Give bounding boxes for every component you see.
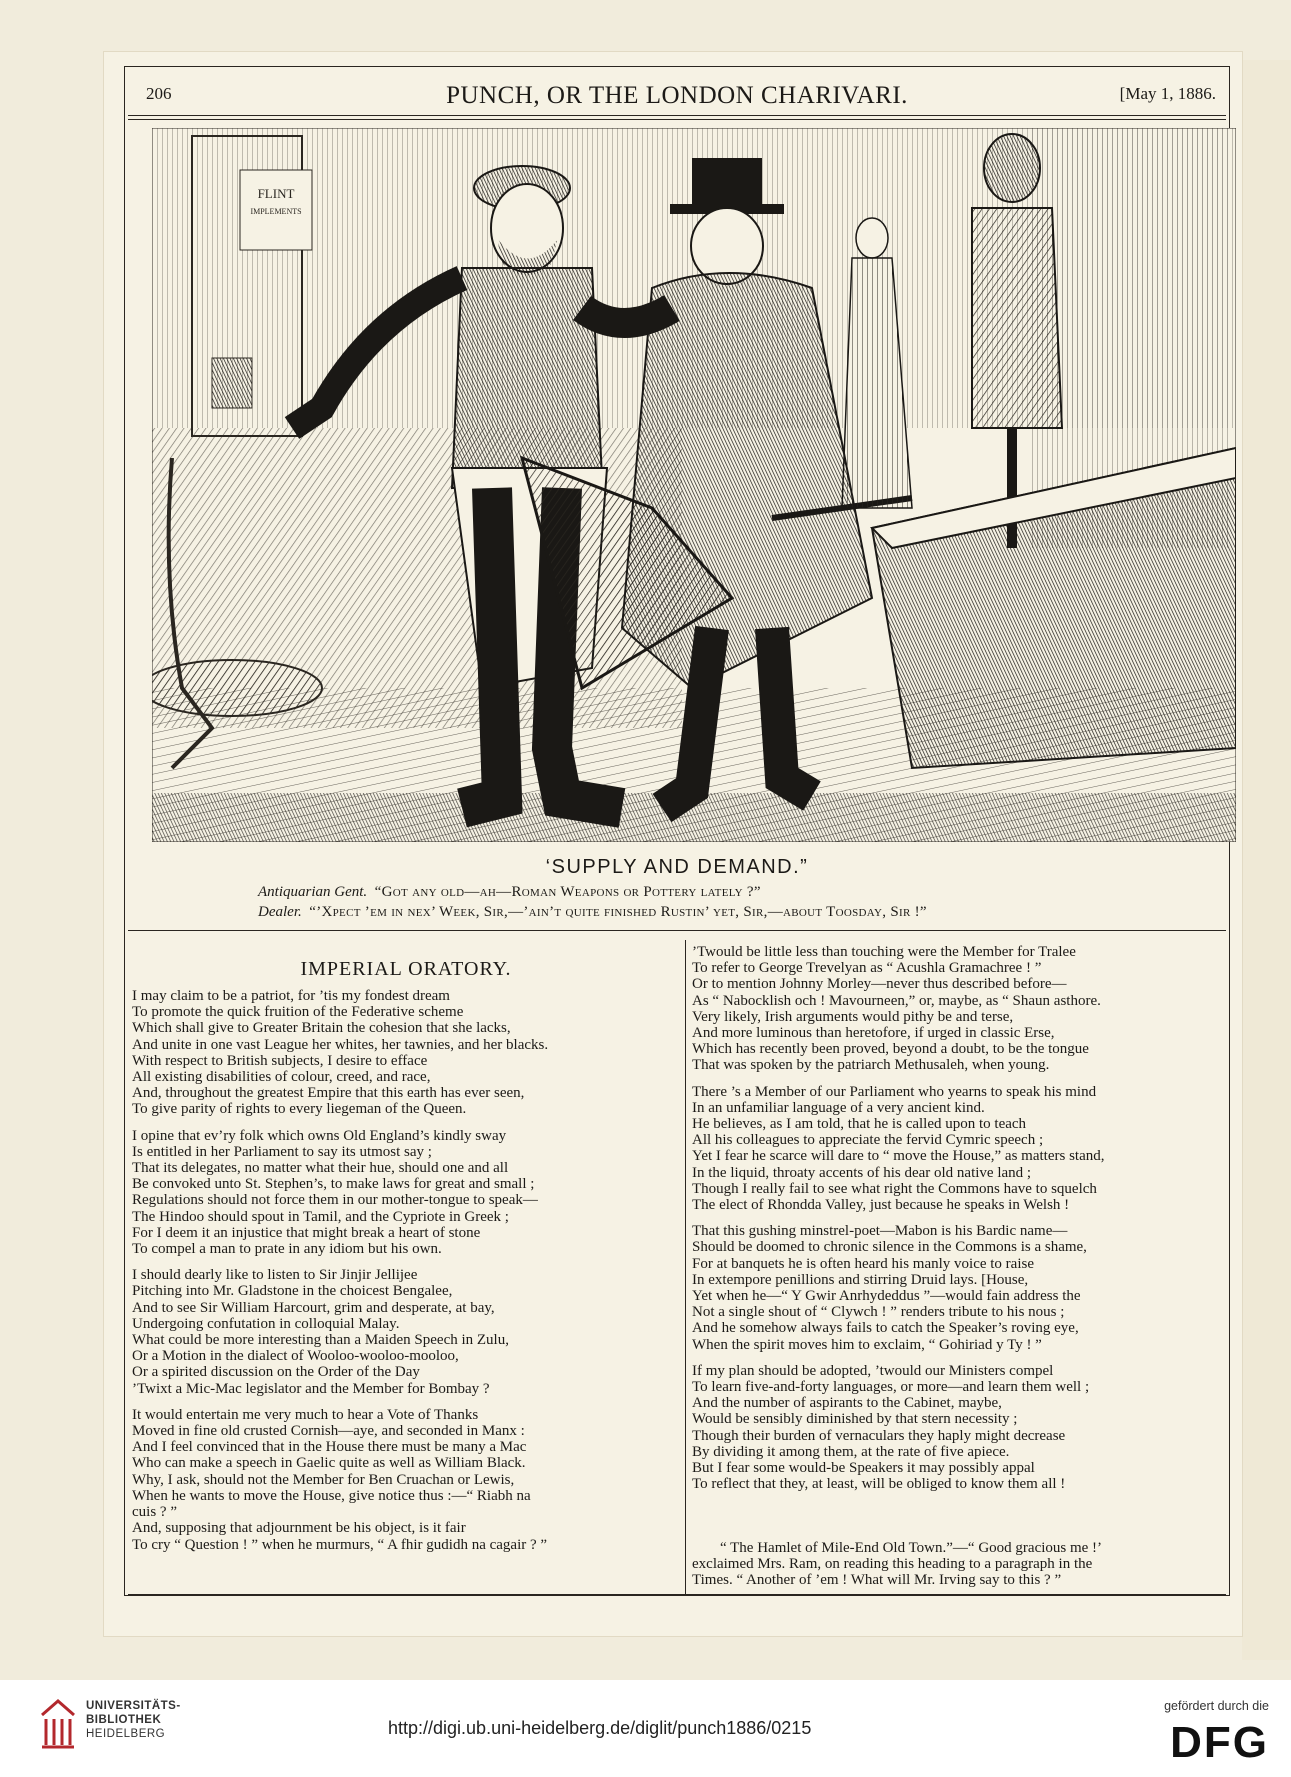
poem-stanza	[692, 1084, 1105, 1214]
note-line: “ The Hamlet of Mile-End Old Town.”—“ Good gracious me !’	[720, 1540, 1103, 1556]
dfg-logo: DFG	[1170, 1718, 1269, 1767]
library-line-1: UNIVERSITÄTS-	[86, 1700, 181, 1712]
poem-line: Very likely, Irish arguments would pithy be and terse,	[692, 1008, 1014, 1025]
poem-line: Be convoked unto St. Stephen’s, to make laws for great and small ;	[132, 1176, 535, 1193]
poem-line: He believes, as I am told, that he is called upon to teach	[692, 1116, 1027, 1133]
poem-line: And unite in one vast League her whites, her tawnies, and her blacks.	[132, 1036, 549, 1053]
poem-line: Would be sensibly diminished by that stern necessity ;	[692, 1411, 1018, 1428]
funding-caption: gefördert durch die	[1164, 1699, 1269, 1713]
poem-line: For at banquets he is often heard his manly voice to raise	[692, 1255, 1034, 1272]
poem-stanza	[692, 1223, 1105, 1353]
permalink-url[interactable]: http://digi.ub.uni-heidelberg.de/diglit/punch1886/0215	[388, 1718, 812, 1738]
poem-line: By dividing it among them, at the rate of five apiece.	[692, 1443, 1010, 1460]
university-library-logo-icon	[38, 1697, 78, 1749]
poem-line: In the liquid, throaty accents of his dear old native land ;	[692, 1164, 1032, 1181]
poem-line: ’Twould be little less than touching were the Member for Tralee	[692, 944, 1076, 960]
poem-line: Which has recently been proved, beyond a doubt, to be the tongue	[692, 1041, 1089, 1058]
poem-line: And, throughout the greatest Empire that this earth has ever seen,	[132, 1085, 525, 1102]
poem-title: IMPERIAL ORATORY.	[300, 958, 512, 980]
poem-stanza	[132, 988, 548, 1118]
poem-line: What could be more interesting than a Maiden Speech in Zulu,	[132, 1332, 509, 1349]
poem-right-column	[692, 944, 1105, 1503]
poem-line: And to see Sir William Harcourt, grim and desperate, at bay,	[132, 1299, 495, 1316]
poem-line: Though their burden of vernaculars they haply might decrease	[692, 1427, 1066, 1444]
poem-line: In extempore penillions and stirring Druid lays. [House,	[692, 1271, 1029, 1288]
poem-line: With respect to British subjects, I desire to efface	[132, 1052, 428, 1069]
poem-line: If my plan should be adopted, ’twould our Ministers compel	[692, 1362, 1054, 1379]
library-name	[86, 1699, 181, 1741]
poem-line: To give parity of rights to every liegeman of the Queen.	[132, 1101, 467, 1118]
poem-line: Is entitled in her Parliament to say its utmost say ;	[132, 1143, 432, 1160]
poem-line: All existing disabilities of colour, creed, and race,	[132, 1069, 431, 1086]
speaker-dealer: Dealer.	[258, 904, 302, 920]
note-line: exclaimed Mrs. Ram, on reading this heading to a paragraph in the	[692, 1556, 1093, 1573]
poem-line: Or a Motion in the dialect of Wooloo-wooloo-mooloo,	[132, 1348, 459, 1365]
poem-line: I should dearly like to listen to Sir Jinjir Jellijee	[132, 1267, 418, 1284]
poem-stanza	[692, 1363, 1105, 1493]
poem-line: I opine that ev’ry folk which owns Old England’s kindly sway	[132, 1127, 507, 1144]
poem-line: That this gushing minstrel-poet—Mabon is his Bardic name—	[692, 1223, 1068, 1240]
poem-line: That was spoken by the patriarch Methusaleh, when young.	[692, 1057, 1050, 1074]
poem-line: To promote the quick fruition of the Federative scheme	[132, 1004, 464, 1021]
poem-line: Not a single shout of “ Clywch ! ” renders tribute to his nous ;	[692, 1304, 1065, 1321]
poem-line: As “ Nabocklish och ! Mavourneen,” or, maybe, as “ Shaun asthore.	[692, 992, 1101, 1009]
poem-line: Moved in fine old crusted Cornish—aye, and seconded in Manx :	[132, 1423, 525, 1440]
poem-line: It would entertain me very much to hear a Vote of Thanks	[132, 1406, 479, 1423]
cartoon-dialogue	[258, 882, 927, 922]
library-line-3: HEIDELBERG	[86, 1728, 166, 1740]
poem-line: All his colleagues to appreciate the fervid Cymric speech ;	[692, 1132, 1044, 1149]
poem-line: Who can make a speech in Gaelic quite as well as William Black.	[132, 1455, 526, 1472]
poem-line: cuis ? ”	[132, 1504, 177, 1521]
note-line: Times. “ Another of ’em ! What will Mr. Irving say to this ? ”	[692, 1572, 1062, 1589]
poem-line: When he wants to move the House, give notice thus :—“ Riabh na	[132, 1487, 531, 1504]
page-header	[128, 78, 1226, 112]
poem-line: Which shall give to Greater Britain the cohesion that she lacks,	[132, 1020, 511, 1037]
poem-stanza	[132, 1128, 548, 1258]
page-number: 206	[146, 84, 172, 103]
poem-line: Yet I fear he scarce will dare to “ move the House,” as matters stand,	[692, 1148, 1105, 1165]
news-note	[692, 1540, 1102, 1589]
poem-line: To refer to George Trevelyan as “ Acushla Gramachree ! ”	[692, 960, 1042, 977]
poem-line: And he somehow always fails to catch the Speaker’s roving eye,	[692, 1320, 1079, 1337]
poem-line: Yet when he—“ Y Gwir Anrhydeddus ”—would fain address the	[692, 1288, 1081, 1305]
poem-line: Regulations should not force them in our mother-tongue to speak—	[132, 1192, 538, 1209]
line-dealer: “’Xpect ’em in nex’ Week, Sir,—’ain’t quite finished Rustin’ yet, Sir,—about Toosday, Sir !”	[309, 904, 927, 920]
poem-line: To reflect that they, at least, will be obliged to know them all !	[692, 1476, 1066, 1493]
poem-line: Though I really fail to see what right the Commons have to squelch	[692, 1180, 1097, 1197]
running-title: PUNCH, OR THE LONDON CHARIVARI.	[446, 82, 908, 109]
header-rule-thin	[128, 119, 1226, 120]
library-line-2: BIBLIOTHEK	[86, 1714, 162, 1726]
poem-stanza	[132, 1407, 548, 1553]
poem-line: But I fear some would-be Speakers it may possibly appal	[692, 1460, 1035, 1477]
column-rule	[685, 940, 686, 1595]
svg-text:FLINT: FLINT	[257, 186, 295, 201]
dialogue-line-1	[258, 882, 927, 902]
poem-line: In an unfamiliar language of a very ancient kind.	[692, 1099, 985, 1116]
poem-line: The elect of Rhondda Valley, just because he speaks in Welsh !	[692, 1197, 1070, 1214]
section-rule	[128, 930, 1226, 931]
poem-stanza	[692, 944, 1105, 1074]
poem-line: Or to mention Johnny Morley—never thus described before—	[692, 976, 1067, 993]
poem-line: To learn five-and-forty languages, or more—and learn them well ;	[692, 1379, 1090, 1396]
header-rule	[128, 115, 1226, 116]
poem-line: That its delegates, no matter what their hue, should one and all	[132, 1160, 509, 1177]
poem-line: Should be doomed to chronic silence in the Commons is a shame,	[692, 1239, 1087, 1256]
poem-line: When the spirit moves him to exclaim, “ Gohiriad y Ty ! ”	[692, 1336, 1042, 1353]
speaker-antiquarian: Antiquarian Gent.	[258, 884, 368, 900]
poem-line: The Hindoo should spout in Tamil, and the Cypriote in Greek ;	[132, 1208, 509, 1225]
poem-stanza	[132, 1267, 548, 1397]
poem-line: And the number of aspirants to the Cabinet, maybe,	[692, 1395, 1002, 1412]
cartoon-title: ‘SUPPLY AND DEMAND.”	[545, 856, 809, 878]
poem-line: To cry “ Question ! ” when he murmurs, “ A fhir gudidh na cagair ? ”	[132, 1536, 548, 1553]
poem-line: I may claim to be a patriot, for ’tis my fondest dream	[132, 988, 450, 1004]
poem-line: To compel a man to prate in any idiom but his own.	[132, 1241, 442, 1258]
scan-margin	[1242, 60, 1291, 1660]
poem-line: For I deem it an injustice that might break a heart of stone	[132, 1224, 481, 1241]
cartoon-illustration	[152, 128, 1236, 842]
poem-left-column	[132, 988, 548, 1563]
poem-line: And I feel convinced that in the House there must be many a Mac	[132, 1439, 527, 1456]
poem-line: There ’s a Member of our Parliament who yearns to speak his mind	[692, 1083, 1097, 1100]
poem-line: And more luminous than heretofore, if urged in classic Erse,	[692, 1025, 1055, 1042]
poem-line: ’Twixt a Mic-Mac legislator and the Member for Bombay ?	[132, 1380, 490, 1397]
poem-line: Pitching into Mr. Gladstone in the choicest Bengalee,	[132, 1283, 453, 1300]
poem-line: And, supposing that adjournment be his object, is it fair	[132, 1520, 466, 1537]
footer-rule	[128, 1594, 1226, 1595]
issue-date: [May 1, 1886.	[1119, 84, 1216, 103]
poem-line: Or a spirited discussion on the Order of the Day	[132, 1364, 420, 1381]
poem-line: Undergoing confutation in colloquial Malay.	[132, 1315, 400, 1332]
svg-text:IMPLEMENTS: IMPLEMENTS	[250, 207, 302, 216]
dialogue-line-2	[258, 902, 927, 922]
poem-line: Why, I ask, should not the Member for Ben Cruachan or Lewis,	[132, 1471, 515, 1488]
line-antiquarian: “Got any old—ah—Roman Weapons or Pottery lately ?”	[374, 884, 761, 900]
